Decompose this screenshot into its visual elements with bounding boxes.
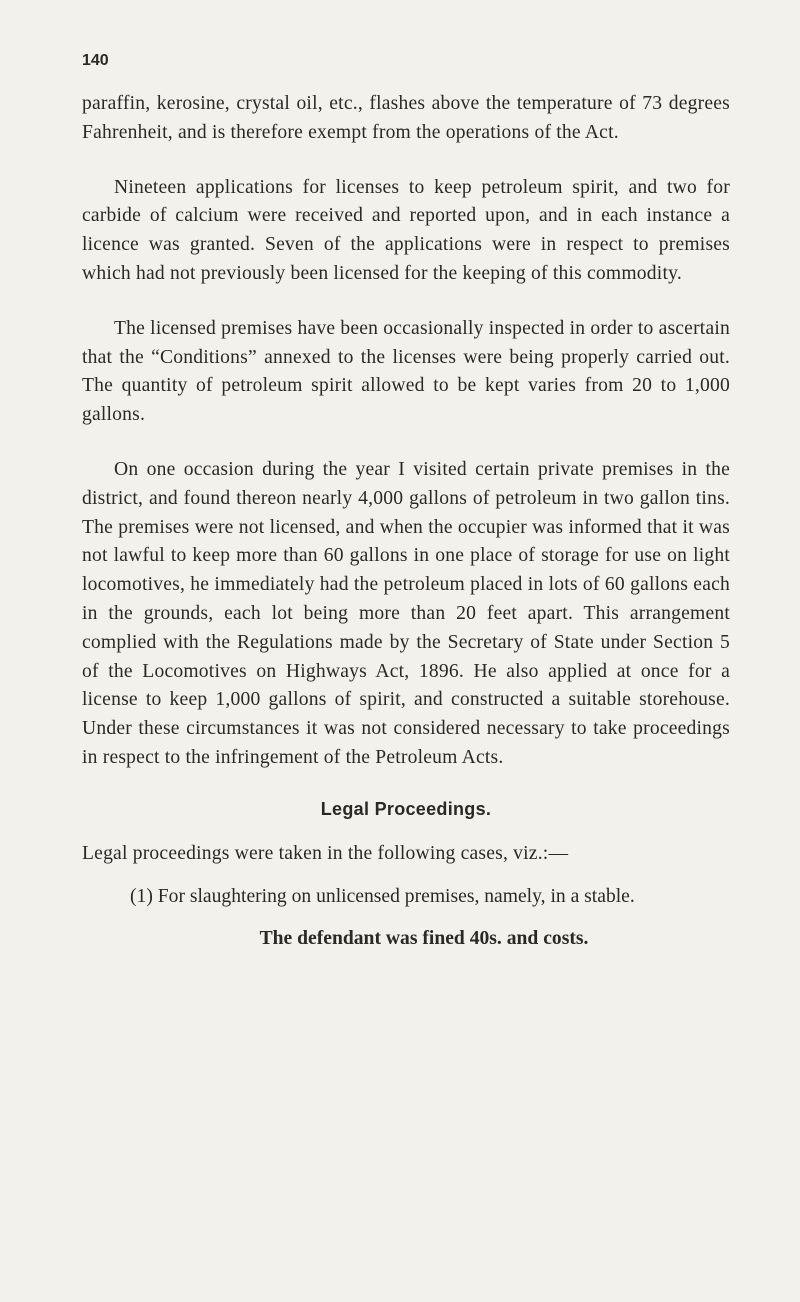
paragraph-intro: Legal proceedings were taken in the following cases, viz.:— (82, 842, 569, 864)
paragraph-continuation: paraffin, kerosine, crystal oil, etc., flashes above the temperature of 73 degrees Fahrenheit, and is therefore exempt from the operations of the Act. (82, 93, 730, 143)
defendant-sentence: The defendant was fined 40s. and costs. (259, 928, 589, 950)
section-heading: Legal Proceedings. (320, 798, 492, 819)
page-number: 140 (82, 52, 109, 69)
list-item: (1) For slaughtering on unlicensed premises, namely, in a stable. (130, 885, 635, 907)
paragraph-inspections: The licensed premises have been occasionally inspected in order to ascertain that the “Conditions” annexed to the licenses were being properly carried out. The quantity of petroleum spirit allowed to be kept varies from 20 to 1,000 gallons. (82, 317, 730, 426)
paragraph-applications: Nineteen applications for licenses to keep petroleum spirit, and two for carbide of calcium were received and reported upon, and in each instance a licence was granted. Seven of the applications were in respect to premises which had not previously been licensed for the keeping of this commodity. (82, 176, 730, 284)
document-page (82, 52, 730, 954)
paragraph-private-premises: On one occasion during the year I visited certain private premises in the district, and found thereon nearly 4,000 gallons of petroleum in two gallon tins. The premises were not licensed, and when the occupier was informed that it was not lawful to keep more than 60 gallons in one place of storage for use on light locomotives, he immediately had the petroleum placed in lots of 60 gallons each in the grounds, each lot being more than 20 feet apart. This arrangement complied with the Regulations made by the Secretary of State under Section 5 of the Locomotives on Highways Act, 1896. He also applied at once for a license to keep 1,000 gallons of spirit, and constructed a suitable storehouse. Under these circumstances it was not considered necessary to take proceedings in respect to the infringement of the Petroleum Acts. (82, 458, 730, 768)
